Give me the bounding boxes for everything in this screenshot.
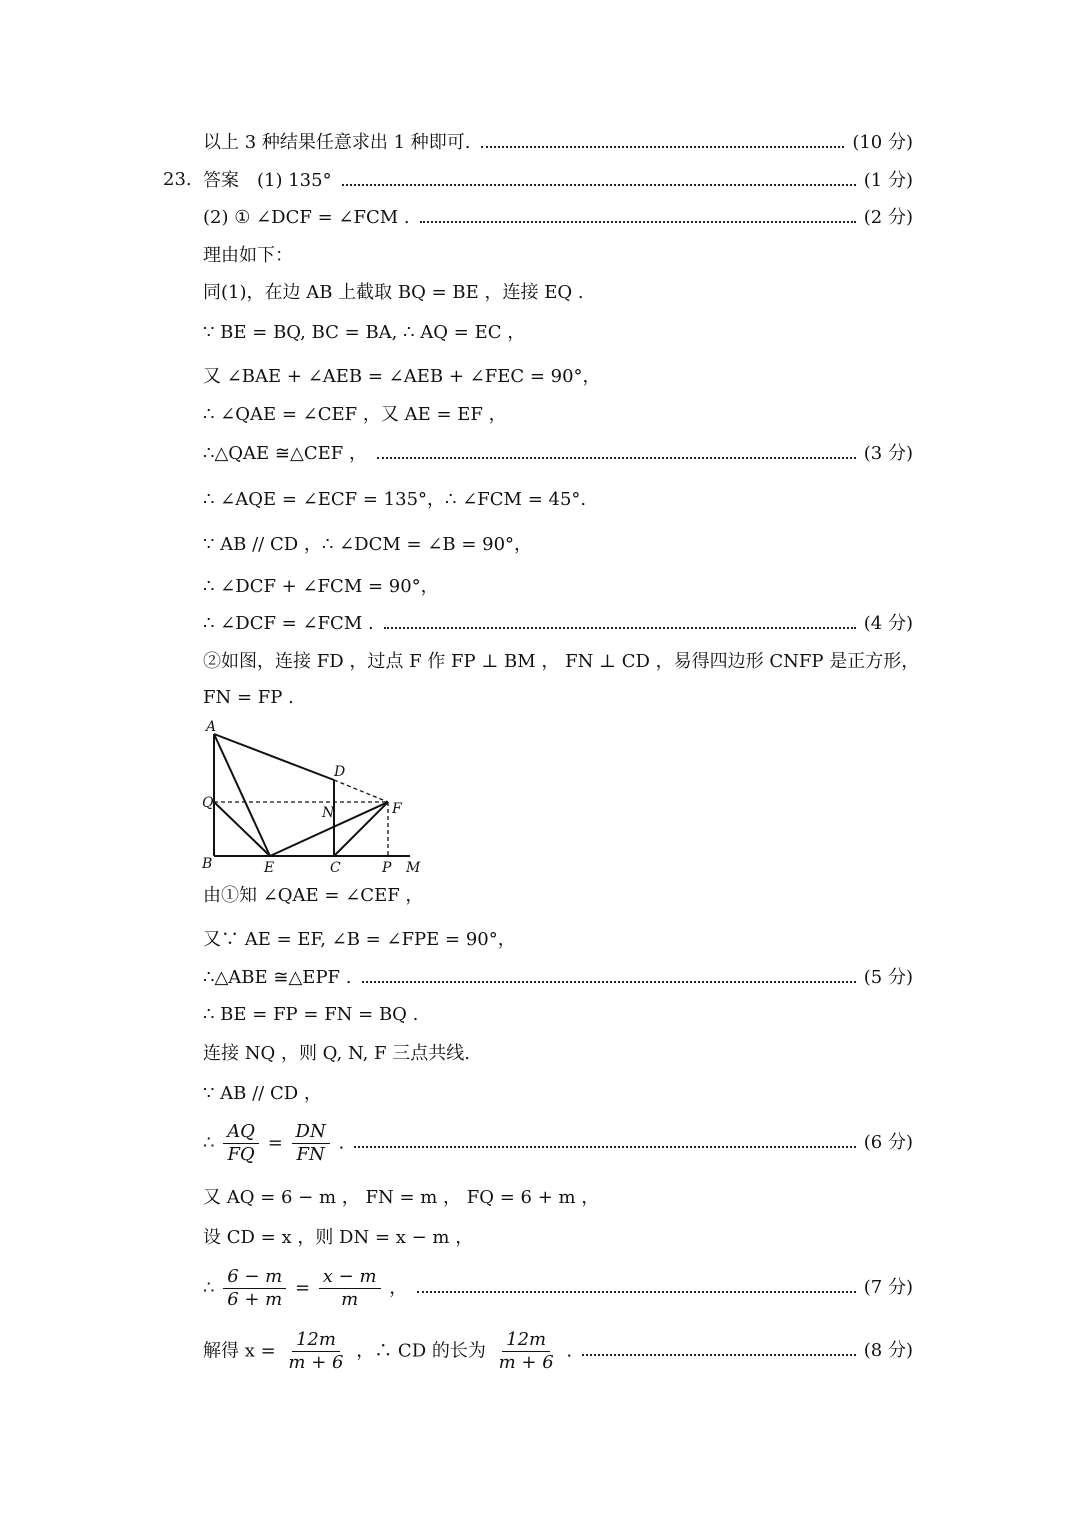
suffix: . bbox=[566, 1340, 573, 1361]
fraction-2 bbox=[319, 1266, 381, 1311]
line-text: ∴△ABE ≅△EPF . bbox=[203, 967, 352, 988]
fraction-2 bbox=[495, 1329, 558, 1374]
label-D: D bbox=[334, 764, 346, 780]
line-l24 bbox=[203, 1226, 913, 1250]
line-text: ∵ AB // CD ，∴ ∠DCM = ∠B = 90°， bbox=[203, 534, 533, 555]
line-text: ∴ ∠DCF + ∠FCM = 90°， bbox=[203, 576, 439, 597]
line-text bbox=[203, 1266, 407, 1311]
line-l25 bbox=[203, 1263, 913, 1313]
line-l21 bbox=[203, 1082, 913, 1106]
line-l2 bbox=[203, 169, 913, 193]
line-l8 bbox=[203, 403, 913, 427]
middle-text: ，∴ CD 的长为 bbox=[356, 1340, 486, 1361]
label-C: C bbox=[330, 860, 341, 876]
score: (1 分) bbox=[863, 170, 913, 191]
line-text: ∵ BE = BQ, BC = BA, ∴ AQ = EC ， bbox=[203, 322, 526, 343]
line-l3 bbox=[203, 206, 913, 230]
line-text: 理由如下： bbox=[203, 245, 293, 266]
label-P: P bbox=[382, 860, 392, 876]
fraction-2 bbox=[292, 1121, 330, 1166]
score: (8 分) bbox=[863, 1340, 913, 1361]
leader-dots bbox=[420, 221, 856, 223]
label-Q: Q bbox=[202, 795, 214, 811]
line-text: ∴△QAE ≅△CEF ， bbox=[203, 443, 367, 464]
denominator: m bbox=[341, 1288, 359, 1310]
numerator: DN bbox=[292, 1121, 330, 1144]
line-text: ∴ ∠AQE = ∠ECF = 135°，∴ ∠FCM = 45°. bbox=[203, 489, 587, 510]
line-l12 bbox=[203, 575, 913, 599]
leader-dots bbox=[362, 981, 856, 983]
score: (10 分) bbox=[852, 132, 913, 153]
fraction-1 bbox=[223, 1266, 286, 1311]
line-text: 以上 3 种结果任意求出 1 种即可. bbox=[203, 132, 471, 153]
geometry-figure bbox=[196, 718, 426, 878]
line-l26 bbox=[203, 1326, 913, 1376]
line-text: ②如图，连接 FD ，过点 F 作 FP ⊥ BM ， FN ⊥ CD ，易得四边形 CNFP 是正方形， bbox=[203, 651, 920, 672]
numerator: 6 − m bbox=[223, 1266, 286, 1289]
line-text: 答案 (1) 135° bbox=[203, 170, 332, 191]
equals: = bbox=[267, 1132, 283, 1153]
line-text bbox=[203, 1121, 344, 1166]
equals: = bbox=[294, 1277, 311, 1298]
numerator: 12m bbox=[292, 1329, 340, 1352]
question-number: 23. bbox=[163, 169, 192, 190]
score: (3 分) bbox=[863, 443, 913, 464]
line-text: 连接 NQ ，则 Q, N, F 三点共线. bbox=[203, 1043, 470, 1064]
denominator: 6 + m bbox=[227, 1288, 283, 1310]
line-l23 bbox=[203, 1186, 913, 1210]
line-text: ∴ ∠QAE = ∠CEF ，又 AE = EF ， bbox=[203, 404, 507, 425]
score: (6 分) bbox=[863, 1132, 913, 1153]
denominator: m + 6 bbox=[498, 1351, 554, 1373]
numerator: AQ bbox=[223, 1121, 259, 1144]
score: (4 分) bbox=[863, 613, 913, 634]
line-l19 bbox=[203, 1003, 913, 1027]
line-l20 bbox=[203, 1042, 913, 1066]
line-l22 bbox=[203, 1118, 913, 1168]
line-l16 bbox=[203, 884, 913, 908]
denominator: m + 6 bbox=[288, 1351, 344, 1373]
line-text: ∴ ∠DCF = ∠FCM . bbox=[203, 613, 374, 634]
leader-dots bbox=[582, 1354, 856, 1356]
segment-DF-dashed bbox=[334, 780, 388, 802]
line-text: 由①知 ∠QAE = ∠CEF ， bbox=[203, 885, 424, 906]
line-l7 bbox=[203, 365, 913, 389]
line-l1 bbox=[203, 131, 913, 155]
label-E: E bbox=[264, 860, 275, 876]
line-text: 又∵ AE = EF, ∠B = ∠FPE = 90°， bbox=[203, 929, 516, 950]
line-l9 bbox=[203, 442, 913, 466]
line-text: 设 CD = x ，则 DN = x − m ， bbox=[203, 1227, 474, 1248]
leader-dots bbox=[377, 457, 856, 459]
leader-dots bbox=[354, 1146, 856, 1148]
line-text: ∴ BE = FP = FN = BQ . bbox=[203, 1004, 419, 1025]
line-l10 bbox=[203, 488, 913, 512]
line-l6 bbox=[203, 321, 913, 345]
numerator: x − m bbox=[319, 1266, 381, 1289]
segment-CF bbox=[334, 802, 388, 856]
denominator: FQ bbox=[227, 1143, 255, 1165]
label-F: F bbox=[392, 801, 402, 817]
line-l5 bbox=[203, 281, 913, 305]
suffix: ， bbox=[389, 1277, 408, 1298]
fraction-1 bbox=[284, 1329, 347, 1374]
line-l15 bbox=[203, 686, 913, 710]
leader-dots bbox=[417, 1291, 856, 1293]
line-text: 同(1)，在边 AB 上截取 BQ = BE ，连接 EQ . bbox=[203, 282, 584, 303]
label-N: N bbox=[322, 805, 335, 821]
prefix: 解得 x = bbox=[203, 1340, 276, 1361]
leader-dots bbox=[384, 627, 856, 629]
label-A: A bbox=[206, 719, 217, 735]
line-text: 又 ∠BAE + ∠AEB = ∠AEB + ∠FEC = 90°， bbox=[203, 366, 601, 387]
line-l14 bbox=[203, 650, 920, 674]
fraction-1 bbox=[223, 1121, 259, 1166]
denominator: FN bbox=[296, 1143, 325, 1165]
score: (7 分) bbox=[863, 1277, 913, 1298]
segment-QE bbox=[214, 802, 270, 856]
label-M: M bbox=[406, 860, 421, 876]
line-text: FN = FP . bbox=[203, 687, 294, 708]
line-l13 bbox=[203, 612, 913, 636]
leader-dots bbox=[481, 146, 845, 148]
line-text bbox=[203, 1329, 572, 1374]
score: (5 分) bbox=[863, 967, 913, 988]
line-text: 又 AQ = 6 − m ， FN = m ， FQ = 6 + m ， bbox=[203, 1187, 600, 1208]
leader-dots bbox=[342, 184, 856, 186]
prefix: ∴ bbox=[203, 1132, 215, 1153]
suffix: . bbox=[338, 1132, 345, 1153]
line-l4 bbox=[203, 244, 913, 268]
prefix: ∴ bbox=[203, 1277, 215, 1298]
score: (2 分) bbox=[863, 207, 913, 228]
line-l17 bbox=[203, 928, 913, 952]
line-text: (2) ① ∠DCF = ∠FCM . bbox=[203, 207, 410, 228]
numerator: 12m bbox=[502, 1329, 550, 1352]
label-B: B bbox=[202, 856, 213, 872]
line-l11 bbox=[203, 533, 913, 557]
line-l18 bbox=[203, 966, 913, 990]
line-text: ∵ AB // CD ， bbox=[203, 1083, 322, 1104]
